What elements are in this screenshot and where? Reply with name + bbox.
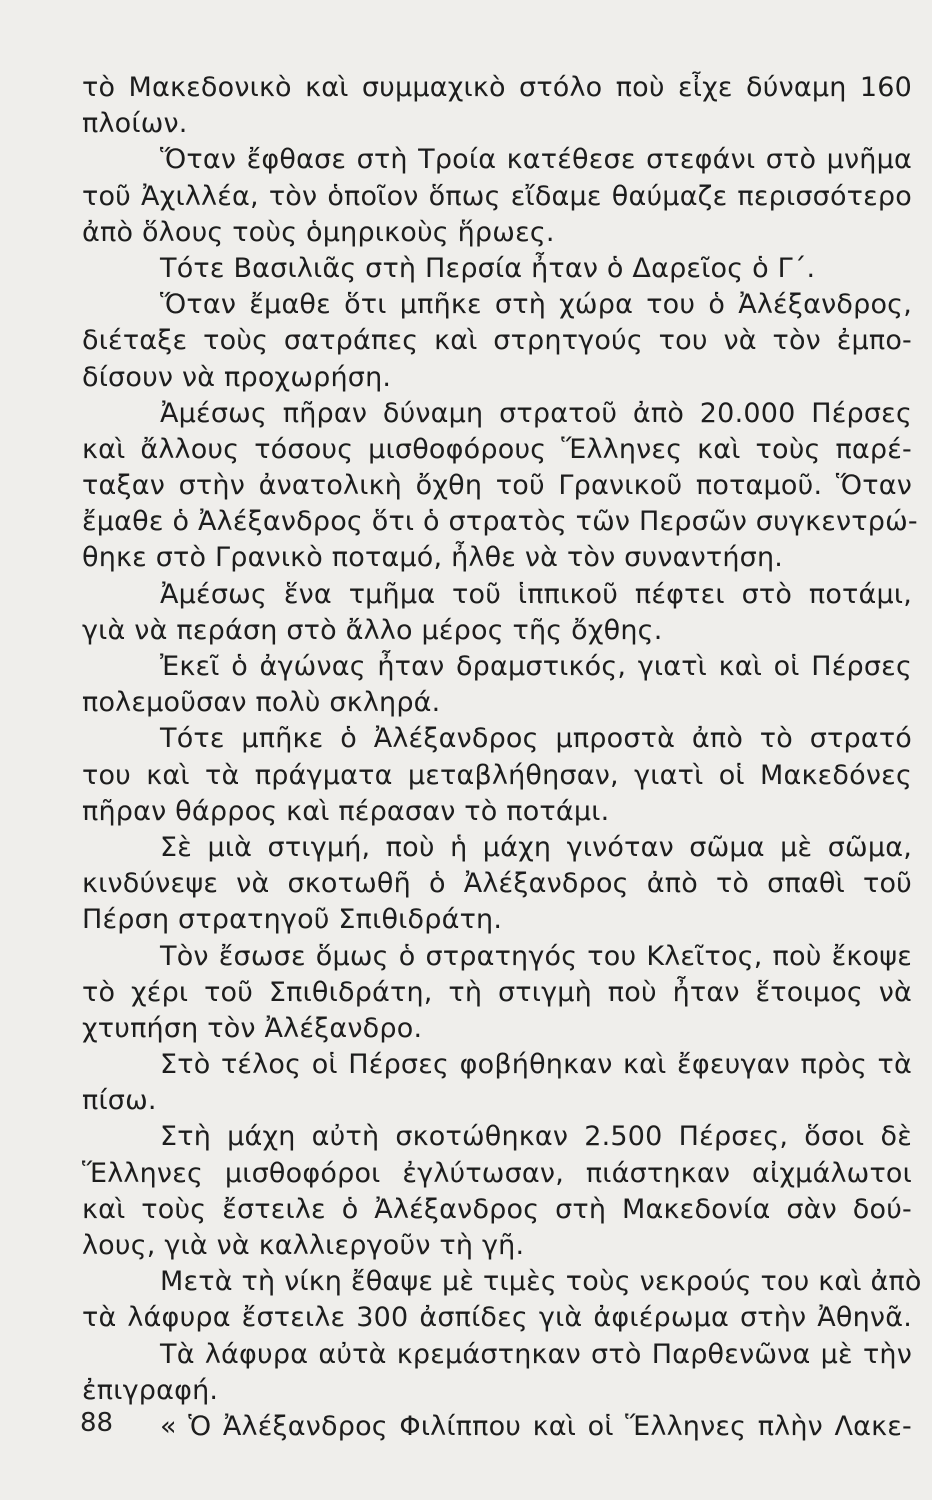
text-line: Ὅταν ἔφθασε στὴ Τροία κατέθεσε στεφάνι στὸ μνῆμα (160, 144, 912, 176)
text-line: Τότε Βασιλιᾶς στὴ Περσία ἦταν ὁ Δαρεῖος ὁ Γ΄. (160, 252, 816, 284)
text-line: Στὴ μάχη αὐτὴ σκοτώθηκαν 2.500 Πέρσες, ὅσοι δὲ (160, 1121, 912, 1153)
text-line: κινδύνεψε νὰ σκοτωθῆ ὁ Ἀλέξανδρος ἀπὸ τὸ σπαθὶ τοῦ (82, 868, 912, 900)
text-line: Τὰ λάφυρα αὐτὰ κρεμάστηκαν στὸ Παρθενῶνα μὲ τὴν (160, 1338, 912, 1370)
text-line: τοῦ Ἀχιλλέα, τὸν ὁποῖον ὅπως εἴδαμε θαύμαζε περισσότερο (82, 180, 912, 212)
text-line: Ἐκεῖ ὁ ἀγώνας ἦταν δραμστικός, γιατὶ καὶ οἱ Πέρσες (160, 651, 912, 682)
text-line: Ὅταν ἔμαθε ὅτι μπῆκε στὴ χώρα του ὁ Ἀλέξανδρος, (160, 289, 912, 321)
text-line: πολεμοῦσαν πολὺ σκληρά. (82, 687, 441, 719)
text-line: Στὸ τέλος οἱ Πέρσες φοβήθηκαν καὶ ἔφευγαν πρὸς τὰ (160, 1049, 912, 1081)
page-number: 88 (80, 1408, 114, 1438)
text-line: καὶ τοὺς ἔστειλε ὁ Ἀλέξανδρος στὴ Μακεδονία σὰν δού- (82, 1193, 912, 1225)
text-line: θηκε στὸ Γρανικὸ ποταμό, ἦλθε νὰ τὸν συναντήση. (82, 542, 784, 574)
text-line: Ἕλληνες μισθοφόροι ἐγλύτωσαν, πιάστηκαν αἰχμάλωτοι (82, 1157, 912, 1189)
text-line: δίσουν νὰ προχωρήση. (82, 361, 392, 393)
text-line: Ἀμέσως ἕνα τμῆμα τοῦ ἱππικοῦ πέφτει στὸ ποτάμι, (160, 578, 912, 610)
text-line: ἀπὸ ὅλους τοὺς ὁμηρικοὺς ἥρωες. (82, 216, 555, 248)
text-line: Πέρση στρατηγοῦ Σπιθιδράτη. (82, 904, 503, 936)
text-line: Σὲ μιὰ στιγμή, ποὺ ἡ μάχη γινόταν σῶμα μὲ σῶμα, (160, 831, 912, 863)
text-line: πῆραν θάρρος καὶ πέρασαν τὸ ποτάμι. (82, 795, 610, 827)
text-line: του καὶ τὰ πράγματα μεταβλήθησαν, γιατὶ οἱ Μακεδόνες (82, 759, 912, 791)
text-line: τὸ Μακεδονικὸ καὶ συμμαχικὸ στόλο ποὺ εἶχε δύναμη 160 (82, 72, 912, 103)
text-line: ἐπιγραφή. (82, 1374, 219, 1406)
text-line: Τὸν ἔσωσε ὅμως ὁ στρατηγός του Κλεῖτος, ποὺ ἔκοψε (160, 940, 912, 972)
text-line: γιὰ νὰ περάση στὸ ἄλλο μέρος τῆς ὄχθης. (82, 614, 663, 646)
text-line: πλοίων. (82, 108, 188, 140)
body-text (82, 70, 922, 1445)
text-line: τὰ λάφυρα ἔστειλε 300 ἀσπίδες γιὰ ἀφιέρωμα στὴν Ἀθηνᾶ. (82, 1302, 912, 1334)
text-line: τὸ χέρι τοῦ Σπιθιδράτη, τὴ στιγμὴ ποὺ ἦταν ἕτοιμος νὰ (82, 976, 912, 1008)
text-line: λους, γιὰ νὰ καλλιεργοῦν τὴ γῆ. (82, 1230, 525, 1261)
text-line: πίσω. (82, 1085, 157, 1117)
text-line: χτυπήση τὸν Ἀλέξανδρο. (82, 1012, 423, 1044)
text-line: διέταξε τοὺς σατράπες καὶ στρητγούς του νὰ τὸν ἐμπο- (82, 325, 912, 357)
text-line: ταξαν στὴν ἀνατολικὴ ὄχθη τοῦ Γρανικοῦ ποταμοῦ. Ὅταν (82, 470, 912, 502)
text-line: ἔμαθε ὁ Ἀλέξανδρος ὅτι ὁ στρατὸς τῶν Περσῶν συγκεντρώ- (82, 506, 918, 538)
text-line: Τότε μπῆκε ὁ Ἀλέξανδρος μπροστὰ ἀπὸ τὸ στρατό (160, 723, 912, 755)
text-line: Ἀμέσως πῆραν δύναμη στρατοῦ ἀπὸ 20.000 Πέρσες (160, 397, 912, 429)
text-line: καὶ ἄλλους τόσους μισθοφόρους Ἕλληνες καὶ τοὺς παρέ- (82, 433, 912, 465)
text-line: « Ὁ Ἀλέξανδρος Φιλίππου καὶ οἱ Ἕλληνες πλὴν Λακε- (160, 1410, 912, 1442)
text-line: Μετὰ τὴ νίκη ἔθαψε μὲ τιμὲς τοὺς νεκρούς του καὶ ἀπὸ (160, 1266, 922, 1298)
